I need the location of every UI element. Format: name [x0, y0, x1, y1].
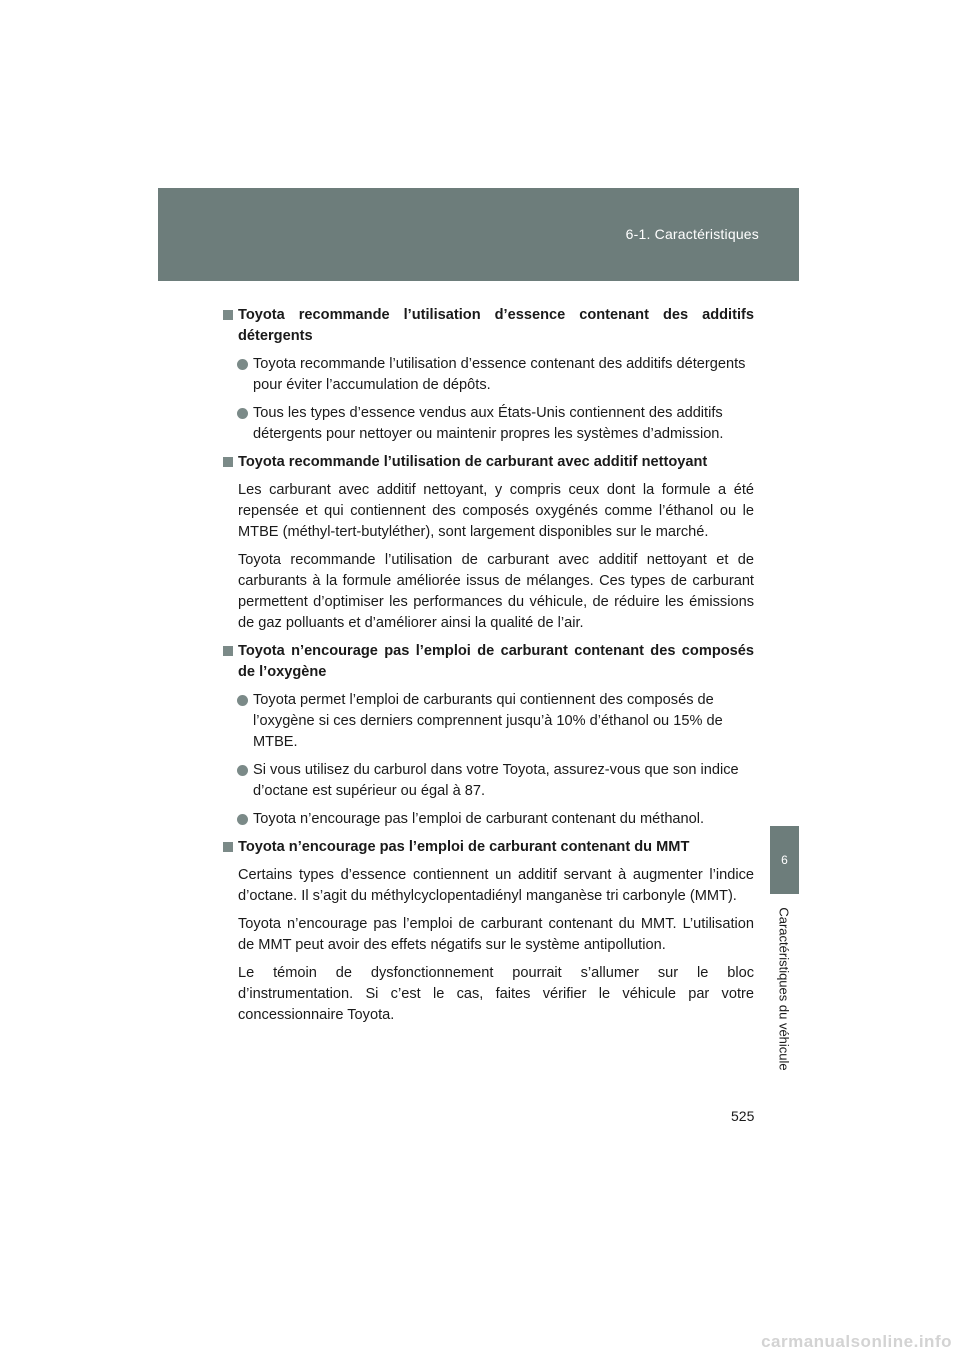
- chapter-label-text: Caractéristiques du véhicule: [776, 907, 792, 1071]
- circle-bullet-icon: [237, 765, 248, 776]
- section-title: 6-1. Caractéristiques: [625, 226, 759, 242]
- paragraph: Certains types d’essence contiennent un additif servant à augmenter l’indice d’octane. Il s’agit du méthylcyclopentadiényl manganèse tri carbonyle (MMT).: [238, 867, 754, 904]
- bullet-item: Toyota recommande l’utilisation d’essence contenant des additifs détergents pour éviter l’accumulation de dépôts.: [223, 354, 754, 396]
- bullet-item: Tous les types d’essence vendus aux États-Unis contiennent des additifs détergents pour nettoyer ou maintenir propres les systèmes d’admission.: [223, 403, 754, 445]
- paragraph: Toyota n’encourage pas l’emploi de carburant contenant du MMT. L’utilisation de MMT peut avoir des effets négatifs sur le système antipollution.: [238, 916, 754, 953]
- circle-bullet-icon: [237, 814, 248, 825]
- page-number: 525: [731, 1108, 755, 1124]
- paragraph: Le témoin de dysfonctionnement pourrait s’allumer sur le bloc d’instrumentation. Si c’est le cas, faites vérifier le véhicule par votre concessionnaire Toyota.: [238, 965, 754, 1023]
- chapter-number: 6: [781, 853, 788, 867]
- section-heading: Toyota n’encourage pas l’emploi de carburant contenant des composés de l’oxygène: [223, 641, 754, 683]
- paragraph: Les carburant avec additif nettoyant, y compris ceux dont la formule a été repensée et qui contiennent des composés oxygénés comme l’éthanol ou le MTBE (méthyl-tert-butyléther), sont largement disponibles sur le marché.: [238, 482, 754, 540]
- square-bullet-icon: [223, 646, 233, 656]
- circle-bullet-icon: [237, 408, 248, 419]
- bullet-item: Si vous utilisez du carburol dans votre Toyota, assurez-vous que son indice d’octane est supérieur ou égal à 87.: [223, 760, 754, 802]
- square-bullet-icon: [223, 310, 233, 320]
- section-heading: Toyota n’encourage pas l’emploi de carburant contenant du MMT: [223, 837, 754, 858]
- circle-bullet-icon: [237, 695, 248, 706]
- section-heading: Toyota recommande l’utilisation de carburant avec additif nettoyant: [223, 452, 754, 473]
- bullet-item: Toyota permet l’emploi de carburants qui contiennent des composés de l’oxygène si ces derniers comprennent jusqu’à 10% d’éthanol ou 15% de MTBE.: [223, 690, 754, 753]
- bullet-item: Toyota n’encourage pas l’emploi de carburant contenant du méthanol.: [223, 809, 754, 830]
- square-bullet-icon: [223, 457, 233, 467]
- section-heading: Toyota recommande l’utilisation d’essence contenant des additifs détergents: [223, 305, 754, 347]
- watermark: carmanualsonline.info: [761, 1332, 952, 1351]
- square-bullet-icon: [223, 842, 233, 852]
- chapter-tab: [770, 826, 799, 894]
- page-content: [223, 305, 754, 1033]
- paragraph: Toyota recommande l’utilisation de carburant avec additif nettoyant et de carburants à la formule améliorée issus de mélanges. Ces types de carburant permettent d’optimiser les performances du véhicule, de réduire les émissions de gaz polluants et d’améliorer ainsi la qualité de l’air.: [238, 552, 754, 631]
- header-band: [158, 188, 799, 281]
- circle-bullet-icon: [237, 359, 248, 370]
